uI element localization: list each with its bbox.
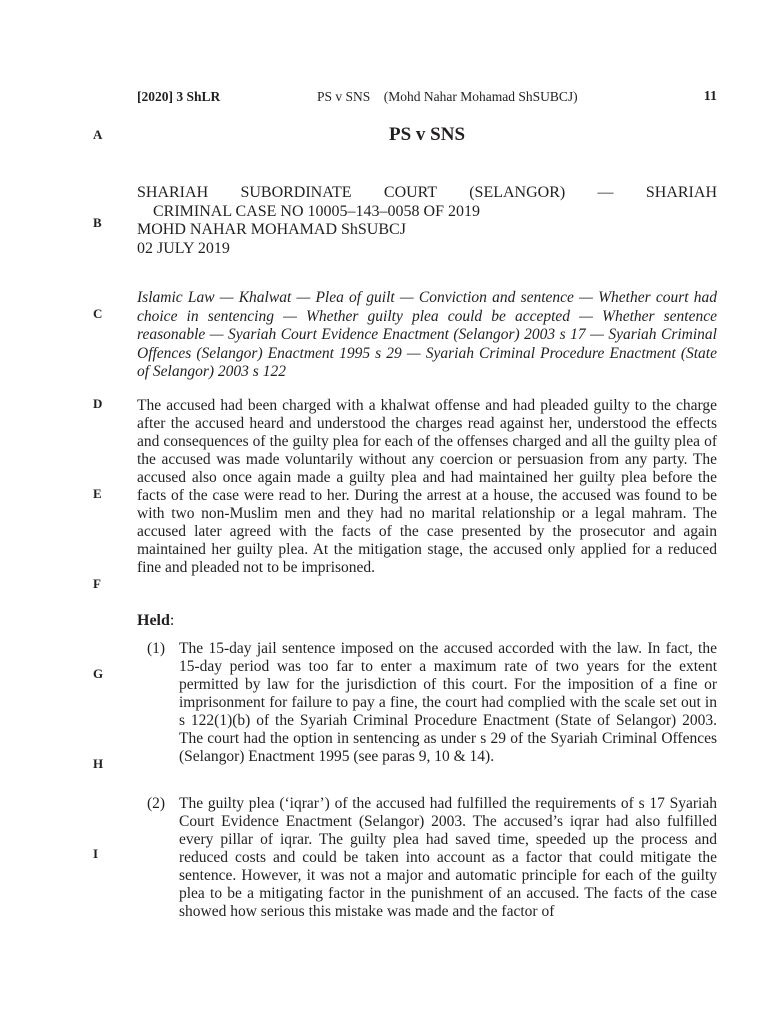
held-label: Held: [137, 612, 170, 629]
margin-letter-i: I: [93, 846, 99, 861]
judge-name: MOHD NAHAR MOHAMAD ShSUBCJ: [137, 221, 406, 238]
report-citation: [2020] 3 ShLR: [137, 89, 221, 104]
held-item-text: The guilty plea (‘iqrar’) of the accused had fulfilled the requirements of s 17 Syariah Court Evidence Enactment (Selangor) 2003. The accused’s iqrar had also fulfilled every pillar of iqrar. The guilty plea had saved time, speeded up the process and reduced costs and could be taken into account as a factor that could mitigate the sentence. However, it was not a major and automatic principle for each of the guilty plea to be a mitigating factor in the punishment of an accused. The facts of the case showed how serious this mistake was made and the factor of: [179, 795, 717, 920]
held-item-text: The 15-day jail sentence imposed on the accused accorded with the law. In fact, the 15-day period was too far to enter a maximum rate of two years for the extent permitted by law for the jurisdiction of this court. For the imposition of a fine or imprisonment for failure to pay a fine, the court had complied with the scale set out in s 122(1)(b) of the Syariah Criminal Procedure Enactment (State of Selangor) 2003. The court had the option in sentencing as under s 29 of the Syariah Criminal Offences (Selangor) Enactment 1995 (see paras 9, 10 & 14).: [179, 640, 717, 765]
held-item-number: (2): [147, 795, 166, 812]
held-item-number: (1): [147, 640, 166, 657]
running-header: [137, 89, 717, 107]
court-name-line1: SHARIAH SUBORDINATE COURT (SELANGOR) — SHARIAH: [137, 184, 717, 201]
margin-letter-c: C: [93, 306, 103, 321]
margin-letter-d: D: [93, 396, 103, 411]
held-colon: :: [169, 612, 175, 629]
catchwords: Islamic Law — Khalwat — Plea of guilt — Conviction and sentence — Whether court had choice in sentencing — Whether guilty plea could be accepted — Whether sentence reasonable — Syariah Court Evidence Enactment (Selangor) 2003 s 17 — Syariah Criminal Offences (Selangor) Enactment 1995 s 29 — Syariah Criminal Procedure Enactment (State of Selangor) 2003 s 122: [137, 289, 717, 380]
margin-letter-h: H: [93, 756, 104, 771]
held-item-2: [137, 795, 717, 921]
court-details: [137, 184, 717, 258]
margin-letter-f: F: [93, 576, 101, 591]
margin-letter-b: B: [93, 215, 102, 230]
court-name-line2: CRIMINAL CASE NO 10005–143–0058 OF 2019: [153, 202, 480, 220]
headnote-paragraph: The accused had been charged with a khalwat offense and had pleaded guilty to the charge after the accused heard and understood the charges read against her, understood the effects and consequences of the guilty plea for each of the offenses charged and all the guilty plea of the accused was made voluntarily without any coercion or persuasion from any party. The accused also once again made a guilty plea and had maintained her guilty plea before the facts of the case were read to her. During the arrest at a house, the accused was found to be with two non-Muslim men and they had no marital relationship or a legal mahram. The accused later agreed with the facts of the case presented by the prosecutor and again maintained her guilty plea. At the mitigation stage, the accused only applied for a reduced fine and pleaded not to be imprisoned.: [137, 397, 717, 576]
margin-letter-e: E: [93, 486, 102, 501]
decision-date: 02 JULY 2019: [137, 239, 230, 257]
margin-letter-a: A: [93, 127, 103, 142]
held-item-1: [137, 640, 717, 766]
running-title: PS v SNS (Mohd Nahar Mohamad ShSUBCJ): [317, 89, 578, 104]
case-title: PS v SNS: [388, 124, 466, 145]
held-heading: [137, 612, 174, 630]
page-number: 11: [703, 89, 717, 104]
margin-letter-g: G: [93, 666, 104, 681]
